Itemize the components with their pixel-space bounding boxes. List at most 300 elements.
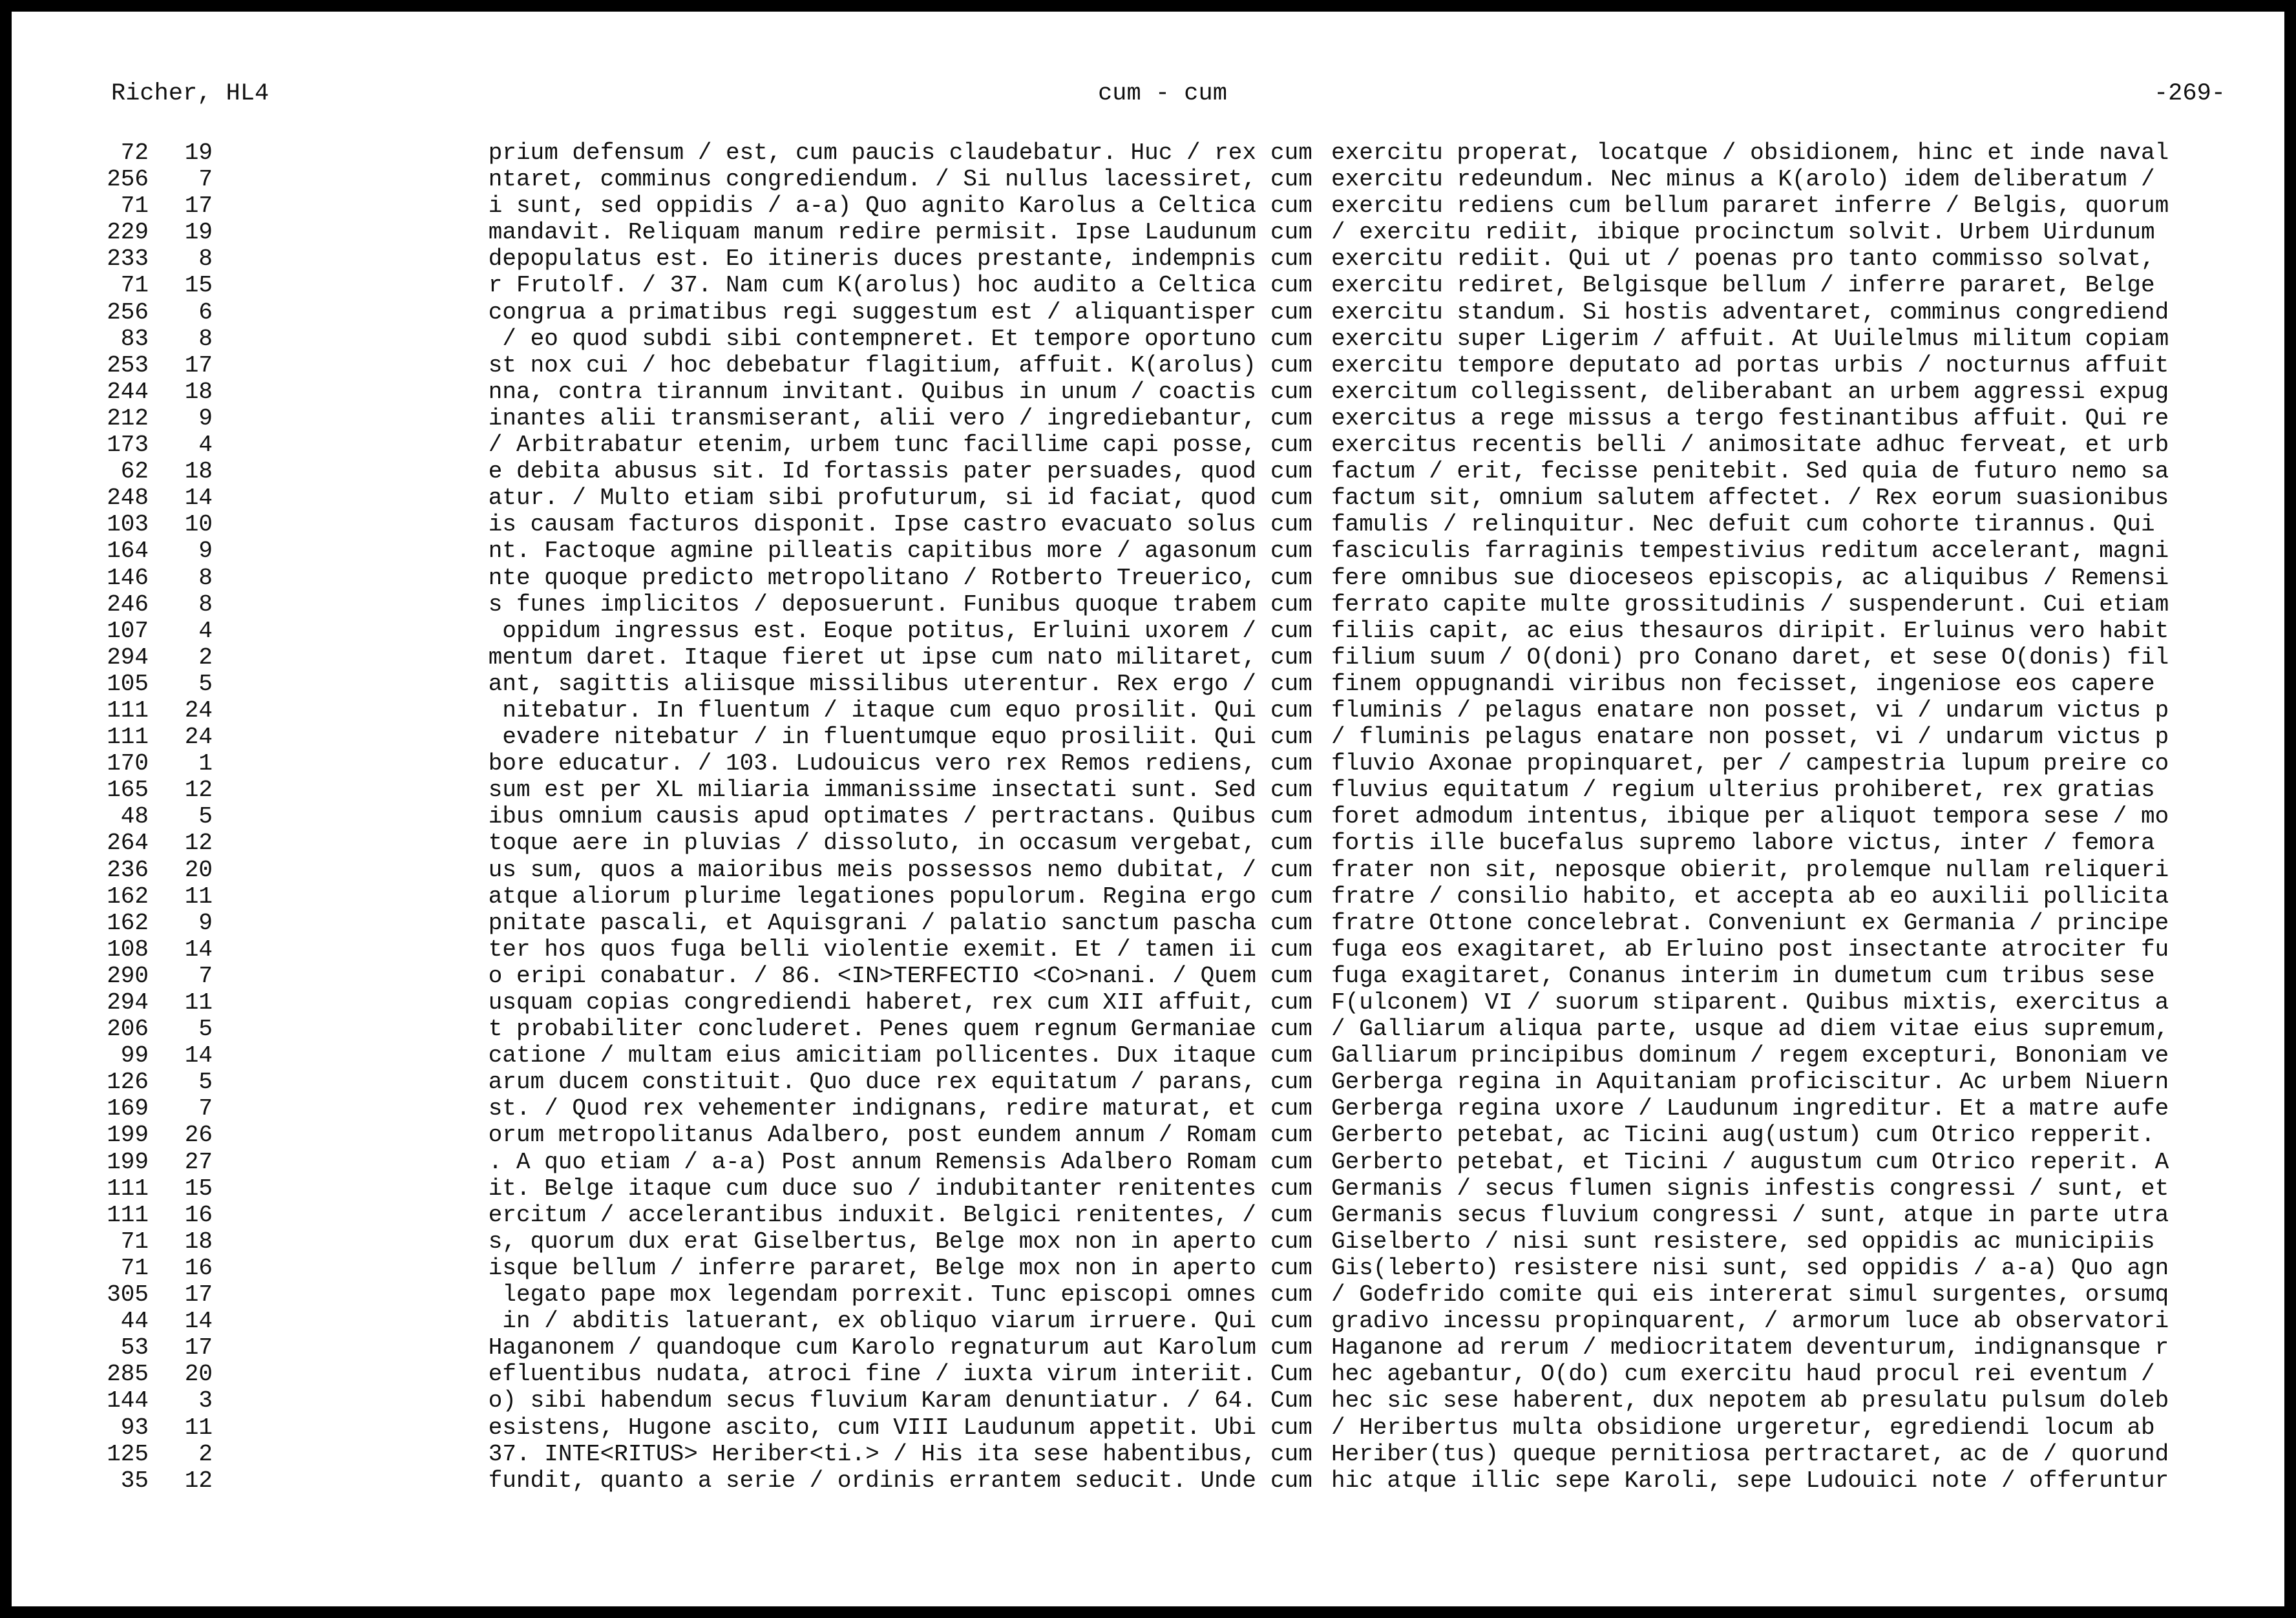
page-number: 206 <box>107 1016 149 1043</box>
left-context: arum ducem constituit. Quo duce rex equitatum / parans, <box>488 1069 1256 1096</box>
right-context: exercitus a rege missus a tergo festinantibus affuit. Qui re <box>1331 404 2169 432</box>
keyword: cum <box>1270 1254 1312 1281</box>
keyword: cum <box>1270 511 1312 538</box>
right-context: exercitu rediit. Qui ut / poenas pro tanto commisso solvat, <box>1331 246 2155 273</box>
line-number: 4 <box>198 617 213 644</box>
page-number: 212 <box>107 404 149 432</box>
right-context: fortis ille bucefalus supremo labore victus, inter / femora <box>1331 830 2155 857</box>
left-context: st. / Quod rex vehementer indignans, redire maturat, et <box>488 1095 1256 1122</box>
left-context: mentum daret. Itaque fieret ut ipse cum nato militaret, <box>488 644 1256 671</box>
line-number: 24 <box>184 697 213 724</box>
right-context: exercitu standum. Si hostis adventaret, comminus congrediend <box>1331 299 2169 326</box>
keyword: cum <box>1270 909 1312 936</box>
concordance-row <box>100 299 2232 326</box>
line-number: 20 <box>184 856 213 883</box>
concordance-row <box>100 1441 2232 1467</box>
page-number: 111 <box>107 724 149 751</box>
page-number: 111 <box>107 1175 149 1202</box>
concordance-row <box>100 1414 2232 1441</box>
line-number: 2 <box>198 644 213 671</box>
concordance-row <box>100 352 2232 379</box>
line-number: 16 <box>184 1254 213 1281</box>
keyword: cum <box>1270 617 1312 644</box>
concordance-row <box>100 219 2232 246</box>
right-context: Gis(leberto) resistere nisi sunt, sed oppidis / a-a) Quo agn <box>1331 1254 2169 1281</box>
page-number: 170 <box>107 750 149 777</box>
line-number: 15 <box>184 1175 213 1202</box>
keyword: cum <box>1270 989 1312 1016</box>
page-number: 256 <box>107 166 149 193</box>
page-number: 108 <box>107 936 149 963</box>
right-context: exercitus recentis belli / animositate adhuc ferveat, et urb <box>1331 432 2169 459</box>
keyword: cum <box>1270 538 1312 565</box>
line-number: 18 <box>184 378 213 405</box>
concordance-row <box>100 1069 2232 1095</box>
left-context: o eripi conabatur. / 86. <IN>TERFECTIO <Co>nani. / Quem <box>488 962 1256 989</box>
right-context: filium suum / O(doni) pro Conano daret, et sese O(donis) fil <box>1331 644 2169 671</box>
line-number: 17 <box>184 193 213 220</box>
concordance-row <box>100 511 2232 538</box>
page-number: 83 <box>120 325 149 352</box>
right-context: exercitum collegissent, deliberabant an urbem aggressi expug <box>1331 378 2169 405</box>
line-number: 8 <box>198 246 213 273</box>
concordance-row <box>100 857 2232 883</box>
right-context: / exercitu rediit, ibique procinctum solvit. Urbem Uirdunum <box>1331 219 2155 246</box>
keyword: cum <box>1270 591 1312 618</box>
line-number: 11 <box>184 883 213 910</box>
page-number: 103 <box>107 511 149 538</box>
header-source: Richer, HL4 <box>111 80 269 107</box>
keyword: cum <box>1270 1016 1312 1043</box>
concordance-row <box>100 830 2232 856</box>
right-context: / Galliarum aliqua parte, usque ad diem vitae eius supremum, <box>1331 1016 2169 1043</box>
page-number: 162 <box>107 883 149 910</box>
right-context: Galliarum principibus dominum / regem excepturi, Bononiam ve <box>1331 1042 2169 1069</box>
concordance-row <box>100 379 2232 405</box>
right-context: F(ulconem) VI / suorum stiparent. Quibus mixtis, exercitus a <box>1331 989 2169 1016</box>
left-context: t probabiliter concluderet. Penes quem regnum Germaniae <box>488 1016 1256 1043</box>
line-number: 3 <box>198 1387 213 1414</box>
page-number: 144 <box>107 1387 149 1414</box>
line-number: 12 <box>184 777 213 804</box>
line-number: 18 <box>184 1228 213 1255</box>
page-number: 164 <box>107 538 149 565</box>
concordance-row <box>100 591 2232 618</box>
right-context: fuga exagitaret, Conanus interim in dumetum cum tribus sese <box>1331 962 2155 989</box>
right-context: Germanis / secus flumen signis infestis congressi / sunt, et <box>1331 1175 2169 1202</box>
page-number: 71 <box>120 272 149 299</box>
concordance-row <box>100 883 2232 910</box>
right-context: ferrato capite multe grossitudinis / suspenderunt. Cui etiam <box>1331 591 2169 618</box>
concordance-row <box>100 405 2232 432</box>
keyword: cum <box>1270 458 1312 485</box>
left-context: mandavit. Reliquam manum redire permisit. Ipse Laudunum <box>488 219 1256 246</box>
right-context: foret admodum intentus, ibique per aliquot tempora sese / mo <box>1331 803 2169 830</box>
left-context: ibus omnium causis apud optimates / pertractans. Quibus <box>488 803 1256 830</box>
keyword: cum <box>1270 1042 1312 1069</box>
keyword: cum <box>1270 1148 1312 1175</box>
page-number: 146 <box>107 564 149 591</box>
concordance-row <box>100 671 2232 697</box>
page-number: 294 <box>107 644 149 671</box>
keyword: cum <box>1270 485 1312 512</box>
left-context: nte quoque predicto metropolitano / Rotberto Treuerico, <box>488 564 1256 591</box>
keyword: cum <box>1270 1201 1312 1228</box>
right-context: Gerberga regina in Aquitaniam proficiscitur. Ac urbem Niuern <box>1331 1069 2169 1096</box>
line-number: 4 <box>198 432 213 459</box>
keyword: cum <box>1270 404 1312 432</box>
right-context: Giselberto / nisi sunt resistere, sed oppidis ac municipiis <box>1331 1228 2155 1255</box>
left-context: ercitum / accelerantibus induxit. Belgici renitentes, / <box>488 1201 1256 1228</box>
keyword: cum <box>1270 1414 1312 1441</box>
line-number: 11 <box>184 1414 213 1441</box>
right-context: hec sic sese haberent, dux nepotem ab presulatu pulsum doleb <box>1331 1387 2169 1414</box>
left-context: pnitate pascali, et Aquisgrani / palatio sanctum pascha <box>488 909 1256 936</box>
right-context: famulis / relinquitur. Nec defuit cum cohorte tirannus. Qui <box>1331 511 2155 538</box>
line-number: 12 <box>184 830 213 857</box>
page-number: 99 <box>120 1042 149 1069</box>
line-number: 27 <box>184 1148 213 1175</box>
page-number: 111 <box>107 1201 149 1228</box>
keyword: cum <box>1270 830 1312 857</box>
line-number: 26 <box>184 1122 213 1149</box>
keyword: cum <box>1270 432 1312 459</box>
left-context: sum est per XL miliaria immanissime insectati sunt. Sed <box>488 777 1256 804</box>
keyword: cum <box>1270 936 1312 963</box>
page-number: 244 <box>107 378 149 405</box>
line-number: 12 <box>184 1467 213 1494</box>
keyword: cum <box>1270 325 1312 352</box>
right-context: Haganone ad rerum / mediocritatem deventurum, indignansque r <box>1331 1334 2169 1361</box>
right-context: fuga eos exagitaret, ab Erluino post insectante atrociter fu <box>1331 936 2169 963</box>
concordance-row <box>100 565 2232 591</box>
left-context: atque aliorum plurime legationes populorum. Regina ergo <box>488 883 1256 910</box>
page-number: 169 <box>107 1095 149 1122</box>
line-number: 15 <box>184 272 213 299</box>
line-number: 11 <box>184 989 213 1016</box>
page-number: 53 <box>120 1334 149 1361</box>
left-context: esistens, Hugone ascito, cum VIII Laudunum appetit. Ubi <box>488 1414 1256 1441</box>
page-header <box>100 80 2226 119</box>
left-context: Haganonem / quandoque cum Karolo regnaturum aut Karolum <box>488 1334 1256 1361</box>
concordance-row <box>100 458 2232 485</box>
keyword: cum <box>1270 352 1312 379</box>
page-number: 72 <box>120 140 149 166</box>
page-number: 264 <box>107 830 149 857</box>
keyword: cum <box>1270 1122 1312 1149</box>
line-number: 9 <box>198 404 213 432</box>
page-number: 71 <box>120 193 149 220</box>
concordance-row <box>100 1202 2232 1228</box>
right-context: Germanis secus fluvium congressi / sunt, atque in parte utra <box>1331 1201 2169 1228</box>
right-context: fluvius equitatum / regium ulterius prohiberet, rex gratias <box>1331 777 2155 804</box>
page-number: 165 <box>107 777 149 804</box>
right-context: / fluminis pelagus enatare non posset, vi / undarum victus p <box>1331 724 2169 751</box>
left-context: o) sibi habendum secus fluvium Karam denuntiatur. / 64. <box>488 1387 1256 1414</box>
left-context: fundit, quanto a serie / ordinis errantem seducit. Unde <box>488 1467 1256 1494</box>
right-context: fasciculis farraginis tempestivius reditum accelerant, magni <box>1331 538 2169 565</box>
keyword: cum <box>1270 1228 1312 1255</box>
right-context: / Godefrido comite qui eis intererat simul surgentes, orsumq <box>1331 1281 2169 1308</box>
keyword: cum <box>1270 962 1312 989</box>
keyword: cum <box>1270 219 1312 246</box>
line-number: 14 <box>184 1042 213 1069</box>
line-number: 17 <box>184 1334 213 1361</box>
left-context: 37. INTE<RITUS> Heriber<ti.> / His ita sese habentibus, <box>488 1440 1256 1467</box>
keyword: cum <box>1270 1334 1312 1361</box>
right-context: exercitu rediret, Belgisque bellum / inferre pararet, Belge <box>1331 272 2155 299</box>
right-context: Gerberga regina uxore / Laudunum ingreditur. Et a matre aufe <box>1331 1095 2169 1122</box>
left-context: legato pape mox legendam porrexit. Tunc episcopi omnes <box>502 1281 1256 1308</box>
line-number: 5 <box>198 1069 213 1096</box>
left-context: isque bellum / inferre pararet, Belge mox non in aperto <box>488 1254 1256 1281</box>
page-number: 48 <box>120 803 149 830</box>
keyword: cum <box>1270 697 1312 724</box>
page-number: 199 <box>107 1122 149 1149</box>
line-number: 5 <box>198 1016 213 1043</box>
keyword: cum <box>1270 1308 1312 1335</box>
line-number: 17 <box>184 352 213 379</box>
line-number: 8 <box>198 591 213 618</box>
right-context: Heriber(tus) queque pernitiosa pertractaret, ac de / quorund <box>1331 1440 2169 1467</box>
keyword: cum <box>1270 166 1312 193</box>
page-number: 294 <box>107 989 149 1016</box>
keyword: cum <box>1270 378 1312 405</box>
keyword: cum <box>1270 193 1312 220</box>
right-context: finem oppugnandi viribus non fecisset, ingeniose eos capere <box>1331 670 2155 697</box>
keyword: cum <box>1270 140 1312 166</box>
concordance-row <box>100 1149 2232 1175</box>
right-context: exercitu rediens cum bellum pararet inferre / Belgis, quorum <box>1331 193 2169 220</box>
line-number: 9 <box>198 538 213 565</box>
page-number: 62 <box>120 458 149 485</box>
page-number: 44 <box>120 1308 149 1335</box>
concordance-row <box>100 644 2232 671</box>
right-context: fluvio Axonae propinquaret, per / campestria lupum preire co <box>1331 750 2169 777</box>
line-number: 7 <box>198 1095 213 1122</box>
concordance-row <box>100 910 2232 936</box>
page-number: 229 <box>107 219 149 246</box>
keyword: cum <box>1270 670 1312 697</box>
line-number: 14 <box>184 1308 213 1335</box>
keyword: cum <box>1270 1440 1312 1467</box>
concordance-row <box>100 432 2232 458</box>
line-number: 6 <box>198 299 213 326</box>
left-context: evadere nitebatur / in fluentumque equo prosiliit. Qui <box>502 724 1256 751</box>
keyword: cum <box>1270 1467 1312 1494</box>
right-context: fratre / consilio habito, et accepta ab eo auxilii pollicita <box>1331 883 2169 910</box>
keyword: cum <box>1270 272 1312 299</box>
concordance-row <box>100 326 2232 352</box>
concordance-row <box>100 1042 2232 1069</box>
left-context: oppidum ingressus est. Eoque potitus, Erluini uxorem / <box>502 617 1256 644</box>
line-number: 8 <box>198 325 213 352</box>
page-number: 107 <box>107 617 149 644</box>
concordance-row <box>100 989 2232 1016</box>
header-keyword-range: cum - cum <box>1098 80 1227 107</box>
right-context: hic atque illic sepe Karoli, sepe Ludouici note / offeruntur <box>1331 1467 2169 1494</box>
concordance-row <box>100 697 2232 724</box>
right-context: gradivo incessu propinquarent, / armorum luce ab observatori <box>1331 1308 2169 1335</box>
right-context: factum sit, omnium salutem affectet. / Rex eorum suasionibus <box>1331 485 2169 512</box>
left-context: efluentibus nudata, atroci fine / iuxta virum interiit. <box>488 1361 1256 1388</box>
page-number: 173 <box>107 432 149 459</box>
concordance-row <box>100 538 2232 564</box>
keyword: cum <box>1270 644 1312 671</box>
keyword: cum <box>1270 1175 1312 1202</box>
concordance-row <box>100 1361 2232 1387</box>
right-context: exercitu super Ligerim / affuit. At Uuilelmus militum copiam <box>1331 325 2169 352</box>
left-context: nitebatur. In fluentum / itaque cum equo prosilit. Qui <box>502 697 1256 724</box>
page-number: 126 <box>107 1069 149 1096</box>
line-number: 19 <box>184 219 213 246</box>
left-context: bore educatur. / 103. Ludouicus vero rex Remos rediens, <box>488 750 1256 777</box>
right-context: fratre Ottone concelebrat. Conveniunt ex Germania / principe <box>1331 909 2169 936</box>
page-number: 256 <box>107 299 149 326</box>
page-number: 248 <box>107 485 149 512</box>
keyword: cum <box>1270 1281 1312 1308</box>
line-number: 5 <box>198 670 213 697</box>
left-context: in / abditis latuerant, ex obliquo viarum irruere. Qui <box>502 1308 1256 1335</box>
line-number: 1 <box>198 750 213 777</box>
concordance-row <box>100 272 2232 299</box>
concordance-list <box>100 140 2232 1494</box>
right-context: / Heribertus multa obsidione urgeretur, egrediendi locum ab <box>1331 1414 2155 1441</box>
left-context: inantes alii transmiserant, alii vero / ingrediebantur, <box>488 404 1256 432</box>
concordance-row <box>100 1281 2232 1308</box>
concordance-row <box>100 140 2232 166</box>
keyword: Cum <box>1270 1361 1312 1388</box>
keyword: cum <box>1270 750 1312 777</box>
concordance-row <box>100 1095 2232 1122</box>
concordance-row <box>100 963 2232 989</box>
page-number: 236 <box>107 856 149 883</box>
line-number: 5 <box>198 803 213 830</box>
right-context: frater non sit, neposque obierit, prolemque nullam reliqueri <box>1331 856 2169 883</box>
left-context: ant, sagittis aliisque missilibus uterentur. Rex ergo / <box>488 670 1256 697</box>
left-context: s funes implicitos / deposuerunt. Funibus quoque trabem <box>488 591 1256 618</box>
line-number: 16 <box>184 1201 213 1228</box>
concordance-row <box>100 1175 2232 1202</box>
concordance-row <box>100 803 2232 830</box>
concordance-row <box>100 1387 2232 1414</box>
left-context: catione / multam eius amicitiam pollicentes. Dux itaque <box>488 1042 1256 1069</box>
right-context: exercitu properat, locatque / obsidionem, hinc et inde naval <box>1331 140 2169 166</box>
line-number: 14 <box>184 936 213 963</box>
left-context: nna, contra tirannum invitant. Quibus in unum / coactis <box>488 378 1256 405</box>
left-context: / eo quod subdi sibi contempneret. Et tempore oportuno <box>502 325 1256 352</box>
left-context: ter hos quos fuga belli violentie exemit. Et / tamen ii <box>488 936 1256 963</box>
page-number: 285 <box>107 1361 149 1388</box>
line-number: 8 <box>198 564 213 591</box>
line-number: 14 <box>184 485 213 512</box>
right-context: filiis capit, ac eius thesauros diripit. Erluinus vero habit <box>1331 617 2169 644</box>
line-number: 20 <box>184 1361 213 1388</box>
line-number: 2 <box>198 1440 213 1467</box>
concordance-row <box>100 246 2232 272</box>
page-number: 111 <box>107 697 149 724</box>
right-context: Gerberto petebat, et Ticini / augustum cum Otrico reperit. A <box>1331 1148 2169 1175</box>
left-context: st nox cui / hoc debebatur flagitium, affuit. K(arolus) <box>488 352 1256 379</box>
line-number: 7 <box>198 962 213 989</box>
left-context: atur. / Multo etiam sibi profuturum, si id faciat, quod <box>488 485 1256 512</box>
left-context: us sum, quos a maioribus meis possessos nemo dubitat, / <box>488 856 1256 883</box>
left-context: toque aere in pluvias / dissoluto, in occasum vergebat, <box>488 830 1256 857</box>
page-number: 105 <box>107 670 149 697</box>
concordance-row <box>100 166 2232 193</box>
left-context: s, quorum dux erat Giselbertus, Belge mox non in aperto <box>488 1228 1256 1255</box>
line-number: 9 <box>198 909 213 936</box>
keyword: cum <box>1270 564 1312 591</box>
keyword: cum <box>1270 1069 1312 1096</box>
concordance-row <box>100 193 2232 219</box>
right-context: fluminis / pelagus enatare non posset, vi / undarum victus p <box>1331 697 2169 724</box>
concordance-row <box>100 618 2232 644</box>
document-page <box>12 12 2284 1606</box>
keyword: cum <box>1270 803 1312 830</box>
left-context: congrua a primatibus regi suggestum est / aliquantisper <box>488 299 1256 326</box>
left-context: usquam copias congrediendi haberet, rex cum XII affuit, <box>488 989 1256 1016</box>
left-context: i sunt, sed oppidis / a-a) Quo agnito Karolus a Celtica <box>488 193 1256 220</box>
page-number: 71 <box>120 1228 149 1255</box>
keyword: cum <box>1270 883 1312 910</box>
concordance-row <box>100 1334 2232 1361</box>
line-number: 18 <box>184 458 213 485</box>
keyword: cum <box>1270 856 1312 883</box>
keyword: cum <box>1270 1095 1312 1122</box>
page-number: 246 <box>107 591 149 618</box>
page-number: 125 <box>107 1440 149 1467</box>
keyword: Cum <box>1270 1387 1312 1414</box>
right-context: factum / erit, fecisse penitebit. Sed quia de futuro nemo sa <box>1331 458 2169 485</box>
page-number: 71 <box>120 1254 149 1281</box>
concordance-row <box>100 750 2232 777</box>
left-context: nt. Factoque agmine pilleatis capitibus more / agasonum <box>488 538 1256 565</box>
line-number: 17 <box>184 1281 213 1308</box>
left-context: prium defensum / est, cum paucis claudebatur. Huc / rex <box>488 140 1256 166</box>
concordance-row <box>100 1255 2232 1281</box>
line-number: 24 <box>184 724 213 751</box>
line-number: 10 <box>184 511 213 538</box>
concordance-row <box>100 936 2232 963</box>
concordance-row <box>100 1308 2232 1334</box>
page-number: 253 <box>107 352 149 379</box>
page-number: 35 <box>120 1467 149 1494</box>
page-number: 290 <box>107 962 149 989</box>
right-context: Gerberto petebat, ac Ticini aug(ustum) cum Otrico repperit. <box>1331 1122 2155 1149</box>
right-context: exercitu tempore deputato ad portas urbis / nocturnus affuit <box>1331 352 2169 379</box>
concordance-row <box>100 724 2232 750</box>
concordance-row <box>100 1467 2232 1494</box>
keyword: cum <box>1270 246 1312 273</box>
left-context: / Arbitrabatur etenim, urbem tunc facillime capi posse, <box>488 432 1256 459</box>
concordance-row <box>100 1016 2232 1042</box>
line-number: 7 <box>198 166 213 193</box>
keyword: cum <box>1270 299 1312 326</box>
left-context: orum metropolitanus Adalbero, post eundem annum / Romam <box>488 1122 1256 1149</box>
header-page-number: -269- <box>2153 80 2226 107</box>
left-context: it. Belge itaque cum duce suo / indubitanter renitentes <box>488 1175 1256 1202</box>
line-number: 19 <box>184 140 213 166</box>
page-number: 93 <box>120 1414 149 1441</box>
concordance-row <box>100 485 2232 511</box>
left-context: ntaret, comminus congrediendum. / Si nullus lacessiret, <box>488 166 1256 193</box>
concordance-row <box>100 777 2232 803</box>
right-context: fere omnibus sue dioceseos episcopis, ac aliquibus / Remensi <box>1331 564 2169 591</box>
page-number: 162 <box>107 909 149 936</box>
left-context: r Frutolf. / 37. Nam cum K(arolus) hoc audito a Celtica <box>488 272 1256 299</box>
page-number: 199 <box>107 1148 149 1175</box>
